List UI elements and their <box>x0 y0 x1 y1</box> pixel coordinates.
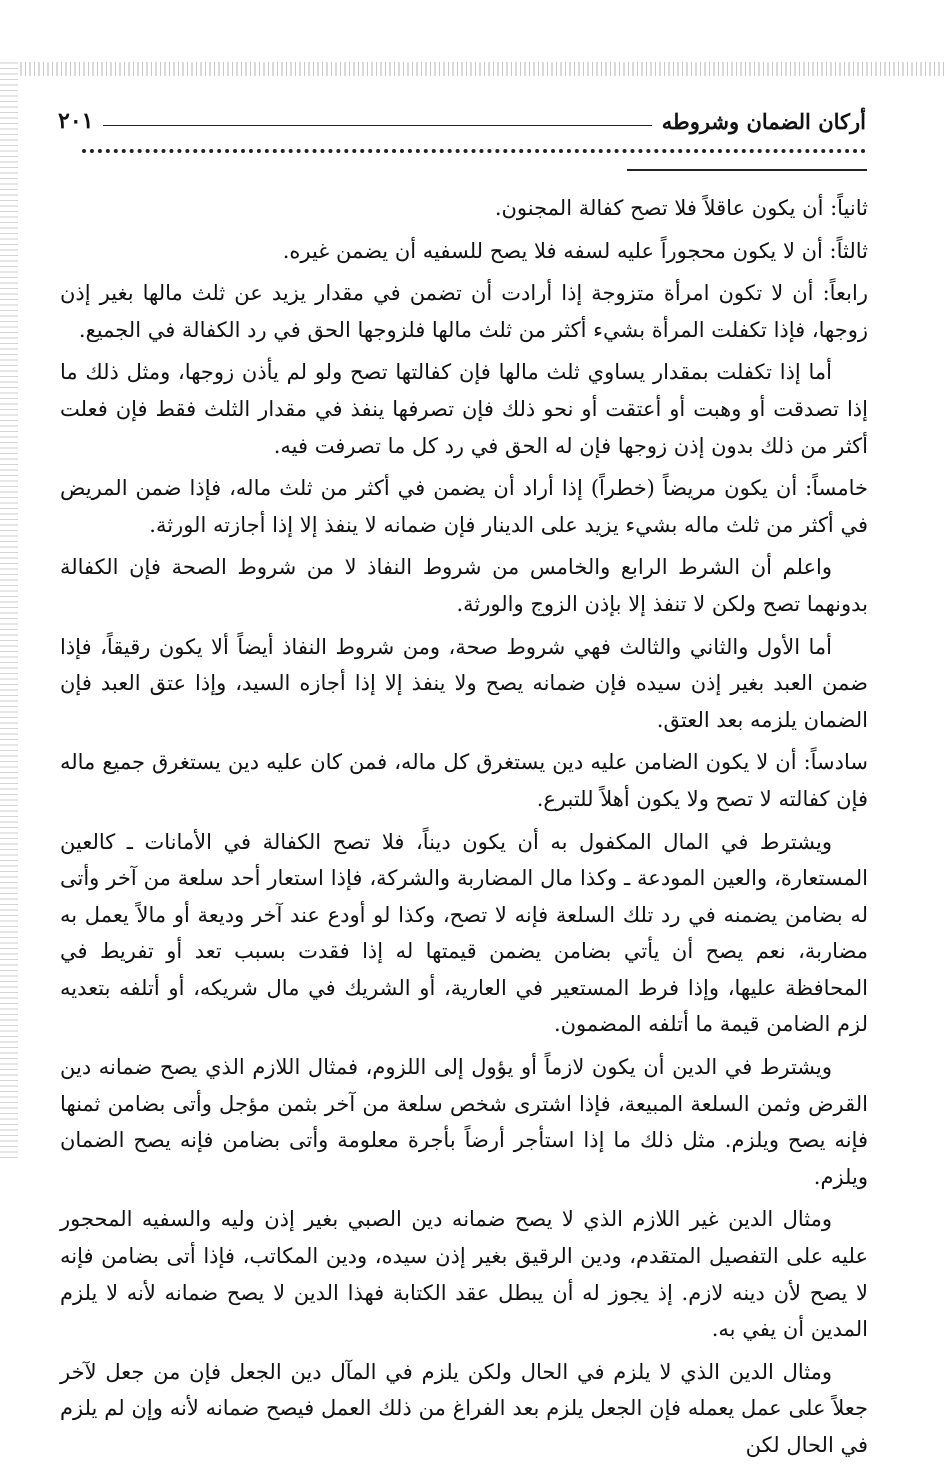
paragraph-condition-5: خامساً: أن يكون مريضاً (خطراً) إذا أراد أن يضمن في أكثر من ثلث ماله، فإذا ضمن المريض في أكثر من ثلث ماله بشيء يزيد على الدينار فإن ضمانه لا ينفذ إلا إذا أجازته الورثة. <box>60 476 868 537</box>
paragraph-non-binding-debt: ومثال الدين غير اللازم الذي لا يصح ضمانه دين الصبي بغير إذن وليه والسفيه المحجور عليه على التفصيل المتقدم، ودين الرقيق بغير إذن سيده، ودين المكاتب، فإذا أتى بضامن فإنه لا يصح لأن دينه لازم. إذ يجوز له أن يبطل عقد الكتابة فهذا الدين لا يصح ضمانه لأنه لا يلزم المدين أن يفي به. <box>60 1207 868 1342</box>
short-divider <box>627 169 867 171</box>
header-rule <box>103 125 651 126</box>
paragraph-condition-3: ثالثاً: أن لا يكون محجوراً عليه لسفه فلا يصح للسفيه أن يضمن غيره. <box>282 238 868 263</box>
paragraph-condition-4: رابعاً: أن لا تكون امرأة متزوجة إذا أرادت أن تضمن في مقدار يزيد عن ثلث مالها بغير إذن زوجها، فإذا تكفلت المرأة بشيء أكثر من ثلث مالها فلزوجها الحق في رد الكفالة في الجميع. <box>60 281 868 342</box>
paragraph-validity-conditions: أما الأول والثاني والثالث فهي شروط صحة، ومن شروط النفاذ أيضاً ألا يكون رقيقاً، فإذا ضمن العبد بغير إذن سيده فإن ضمانه يصح ولا ينفذ إلا إذا أجازه السيد، وإذا عتق العبد فإن الضمان يلزمه بعد العتق. <box>60 634 868 732</box>
paragraph-binding-debt: ويشترط في الدين أن يكون لازماً أو يؤول إلى اللزوم، فمثال اللازم الذي يصح ضمانه دين القرض وثمن السلعة المبيعة، فإذا اشترى شخص سلعة من آخر بثمن مؤجل وأتى بضامن ثمنها فإنه يصح ويلزم. مثل ذلك ما إذا استأجر أرضاً بأجرة معلومة وأتى بضامن فإنه يصح الضمان ويلزم. <box>60 1055 868 1189</box>
scan-edge-top <box>20 62 944 76</box>
page-header <box>58 98 866 132</box>
paragraph-third-of-wealth: أما إذا تكفلت بمقدار يساوي ثلث مالها فإن كفالتها تصح ولو لم يأذن زوجها، ومثل ذلك ما إذا تصدقت أو وهبت أو أعتقت أو نحو ذلك فإن تصرفها ينفذ في مقدار الثلث فقط فإن فعلت أكثر من ذلك بدون إذن زوجها فإن له الحق في رد كل ما تصرفت فيه. <box>60 360 868 458</box>
scan-edge-left <box>0 62 18 1162</box>
paragraph-condition-6: سادساً: أن لا يكون الضامن عليه دين يستغرق كل ماله، فمن كان عليه دين يستغرق جميع ماله فإن كفالته لا تصح ولا يكون أهلاً للتبرع. <box>60 750 868 811</box>
paragraph-future-debt: ومثال الدين الذي لا يلزم في الحال ولكن يلزم في المآل دين الجعل فإن من جعل لآخر جعلاً على عمل يعمله فإن الجعل يلزم بعد الفراغ من ذلك العمل فيصح ضمانه لأنه وإن لم يلزم في الحال لكن <box>60 1359 868 1457</box>
page-number: ٢٠١ <box>58 108 94 134</box>
paragraph-execution-conditions: واعلم أن الشرط الرابع والخامس من شروط النفاذ لا من شروط الصحة فإن الكفالة بدونهما تصح ولكن لا تنفذ إلا بإذن الزوج والورثة. <box>60 555 868 616</box>
chapter-title: أركان الضمان وشروطه <box>661 109 866 134</box>
paragraph-condition-2: ثانياً: أن يكون عاقلاً فلا تصح كفالة المجنون. <box>494 196 868 220</box>
dotted-divider <box>82 149 866 153</box>
page-body <box>60 190 868 1470</box>
paragraph-guaranteed-property: ويشترط في المال المكفول به أن يكون ديناً، فلا تصح الكفالة في الأمانات ـ كالعين المستعارة، والعين المودعة ـ وكذا مال المضاربة والشركة، فإذا استعار أحد سلعة من آخر وأتى له بضامن يضمنه في رد تلك السلعة فإنه لا تصح، وكذا لو أودع عند آخر وديعة أو مالاً يعمل به مضاربة، نعم يصح أن يأتي بضامن يضمن قيمتها له إذا فقدت بسبب تعد أو تفريط في المحافظة عليها، وإذا فرط المستعير في العارية، أو الشريك في مال شريكه، أو أتلفه بتعديه لزم الضامن قيمة ما أتلفه المضمون. <box>60 829 868 1037</box>
